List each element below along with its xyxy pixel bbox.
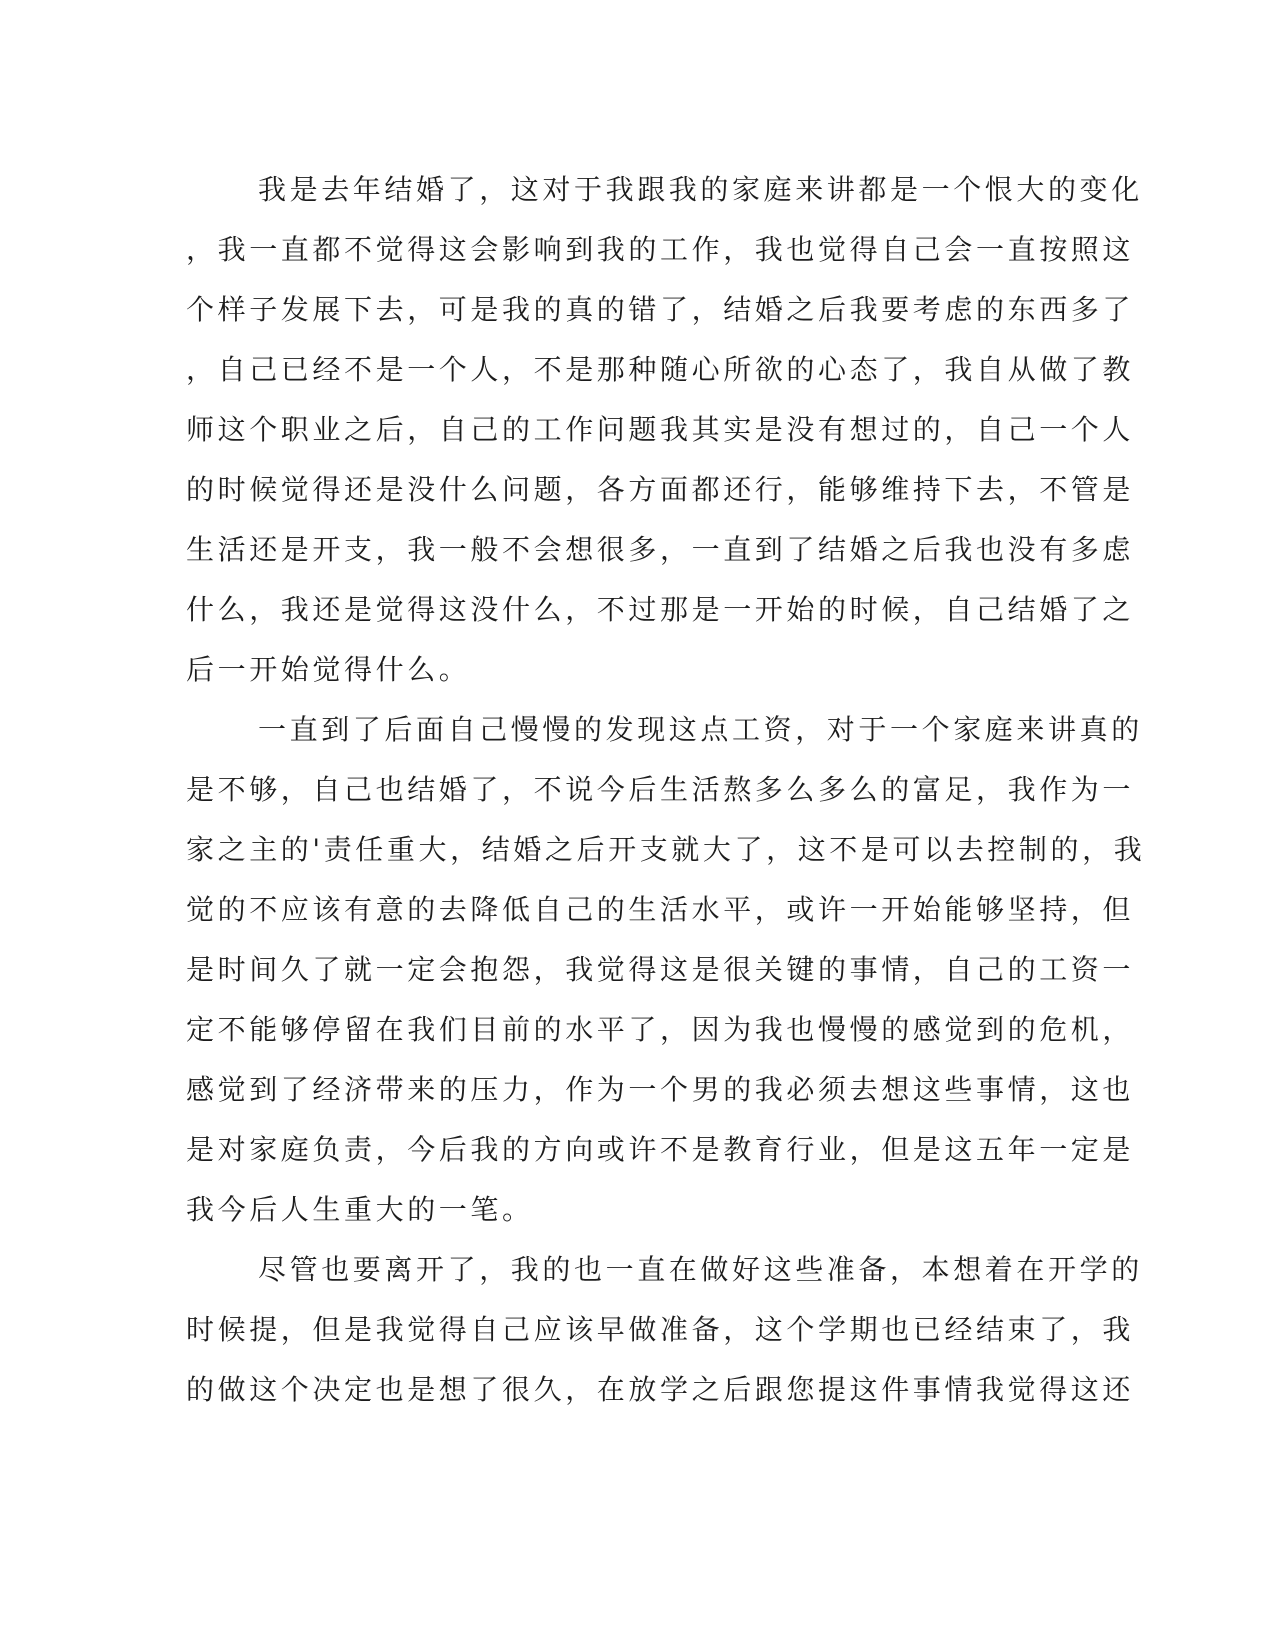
text-line: 尽管也要离开了，我的也一直在做好这些准备，本想着在开学的 bbox=[258, 1253, 1143, 1286]
text-line: 是对家庭负责，今后我的方向或许不是教育行业，但是这五年一定是 bbox=[186, 1133, 1135, 1166]
text-line: ，自己已经不是一个人，不是那种随心所欲的心态了，我自从做了教 bbox=[186, 353, 1135, 386]
paragraph-2 bbox=[186, 700, 1146, 1240]
text-line: 后一开始觉得什么。 bbox=[186, 653, 471, 686]
text-line: 什么，我还是觉得这没什么，不过那是一开始的时候，自己结婚了之 bbox=[186, 593, 1135, 626]
text-line: 一直到了后面自己慢慢的发现这点工资，对于一个家庭来讲真的 bbox=[258, 713, 1143, 746]
document-body bbox=[186, 160, 1146, 1420]
text-line: 个样子发展下去，可是我的真的错了，结婚之后我要考虑的东西多了 bbox=[186, 293, 1135, 326]
text-line: 时候提，但是我觉得自己应该早做准备，这个学期也已经结束了，我 bbox=[186, 1313, 1135, 1346]
text-line: 家之主的'责任重大，结婚之后开支就大了，这不是可以去控制的，我 bbox=[186, 833, 1146, 866]
text-line: 我是去年结婚了，这对于我跟我的家庭来讲都是一个恨大的变化 bbox=[258, 173, 1143, 206]
text-line: 的时候觉得还是没什么问题，各方面都还行，能够维持下去，不管是 bbox=[186, 473, 1135, 506]
text-line: 的做这个决定也是想了很久，在放学之后跟您提这件事情我觉得这还 bbox=[186, 1373, 1135, 1406]
text-line: 我今后人生重大的一笔。 bbox=[186, 1193, 534, 1226]
text-line: 觉的不应该有意的去降低自己的生活水平，或许一开始能够坚持，但 bbox=[186, 893, 1135, 926]
paragraph-1 bbox=[186, 160, 1143, 700]
text-line: 生活还是开支，我一般不会想很多，一直到了结婚之后我也没有多虑 bbox=[186, 533, 1135, 566]
text-line: 师这个职业之后，自己的工作问题我其实是没有想过的，自己一个人 bbox=[186, 413, 1135, 446]
text-line: 是不够，自己也结婚了，不说今后生活熬多么多么的富足，我作为一 bbox=[186, 773, 1135, 806]
text-line: 定不能够停留在我们目前的水平了，因为我也慢慢的感觉到的危机， bbox=[186, 1013, 1135, 1046]
paragraph-3 bbox=[186, 1240, 1143, 1420]
text-line: 感觉到了经济带来的压力，作为一个男的我必须去想这些事情，这也 bbox=[186, 1073, 1135, 1106]
text-line: ，我一直都不觉得这会影响到我的工作，我也觉得自己会一直按照这 bbox=[186, 233, 1135, 266]
text-line: 是时间久了就一定会抱怨，我觉得这是很关键的事情，自己的工资一 bbox=[186, 953, 1135, 986]
